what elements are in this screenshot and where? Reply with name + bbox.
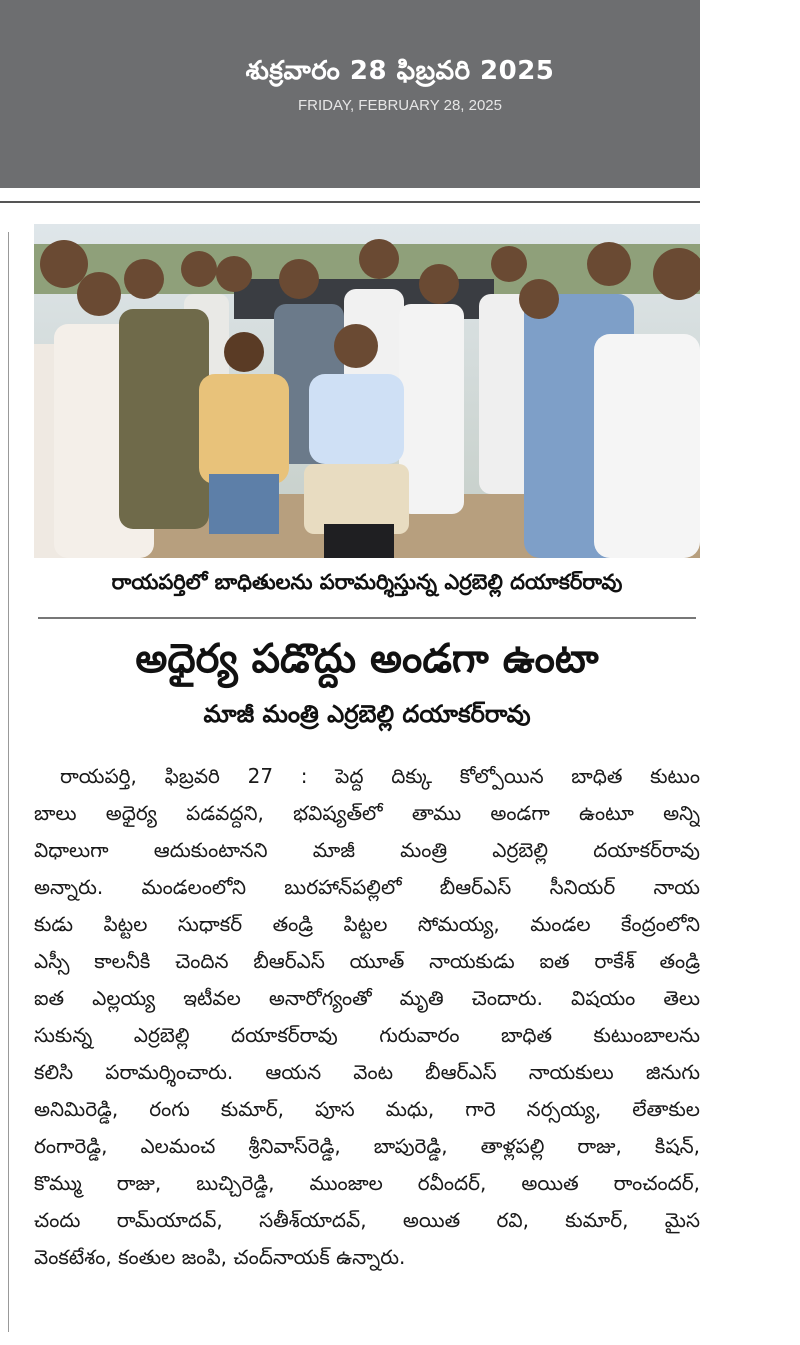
top-divider [0, 201, 700, 203]
body-line: కుడు పిట్టల సుధాకర్ తండ్రి పిట్టల సోమయ్య, మండల కేంద్రంలోని [34, 912, 700, 936]
column-rule [8, 232, 9, 1332]
photo-caption: రాయపర్తిలో బాధితులను పరామర్శిస్తున్న ఎర్రబెల్లి దయాకర్‌రావు [111, 570, 623, 594]
date-telugu: శుక్రవారం 28 ఫిబ్రవరి 2025 [245, 56, 555, 86]
headline: అధైర్య పడొద్దు అండగా ఉంటా [135, 636, 599, 682]
header-band [0, 0, 700, 188]
body-line: అన్నారు. మండలంలోని బురహాన్‌పల్లిలో బీఆర్‌ఎస్ సీనియర్ నాయ [34, 875, 700, 899]
body-line: విధాలుగా ఆదుకుంటానని మాజీ మంత్రి ఎర్రబెల్లి దయాకర్‌రావు [34, 838, 700, 862]
body-line: రాయపర్తి, ఫిబ్రవరి 27 : పెద్ద దిక్కు కోల్పోయిన బాధిత కుటుం [60, 764, 700, 788]
body-line: రంగారెడ్డి, ఎలమంచ శ్రీనివాస్‌రెడ్డి, బాపురెడ్డి, తాళ్లపల్లి రాజు, కిషన్, [34, 1134, 700, 1158]
body-line: అనిమిరెడ్డి, రంగు కుమార్, పూస మధు, గారె నర్సయ్య, లేతాకుల [34, 1097, 700, 1121]
body-line: చందు రామ్‌యాదవ్, సతీశ్‌యాదవ్, అయిత రవి, కుమార్, మైస [34, 1208, 700, 1232]
article-body [34, 758, 700, 1276]
news-photo [34, 224, 700, 558]
body-line: బాలు అధైర్య పడవద్దని, భవిష్యత్‌లో తాము అండగా ఉంటూ అన్ని [34, 801, 700, 825]
body-line: కలిసి పరామర్శించారు. ఆయన వెంట బీఆర్‌ఎస్ నాయకులు జినుగు [34, 1060, 700, 1084]
body-line: ఐత ఎల్లయ్య ఇటీవల అనారోగ్యంతో మృతి చెందారు. విషయం తెలు [34, 986, 700, 1010]
body-line: సుకున్న ఎర్రబెల్లి దయాకర్‌రావు గురువారం బాధిత కుటుంబాలను [34, 1023, 700, 1047]
date-english: FRIDAY, FEBRUARY 28, 2025 [298, 97, 502, 114]
subheadline: మాజీ మంత్రి ఎర్రబెల్లి దయాకర్‌రావు [203, 700, 531, 728]
body-line: కొమ్ము రాజు, బుచ్చిరెడ్డి, ముంజాల రవీందర్, అయిత రాంచందర్, [34, 1171, 700, 1195]
caption-divider [38, 617, 696, 619]
body-line: వెంకటేశం, కంతుల జంపి, చంద్‌నాయక్ ఉన్నారు. [34, 1245, 406, 1269]
body-line: ఎస్సీ కాలనీకి చెందిన బీఆర్‌ఎస్ యూత్ నాయకుడు ఐత రాకేశ్ తండ్రి [34, 949, 700, 973]
